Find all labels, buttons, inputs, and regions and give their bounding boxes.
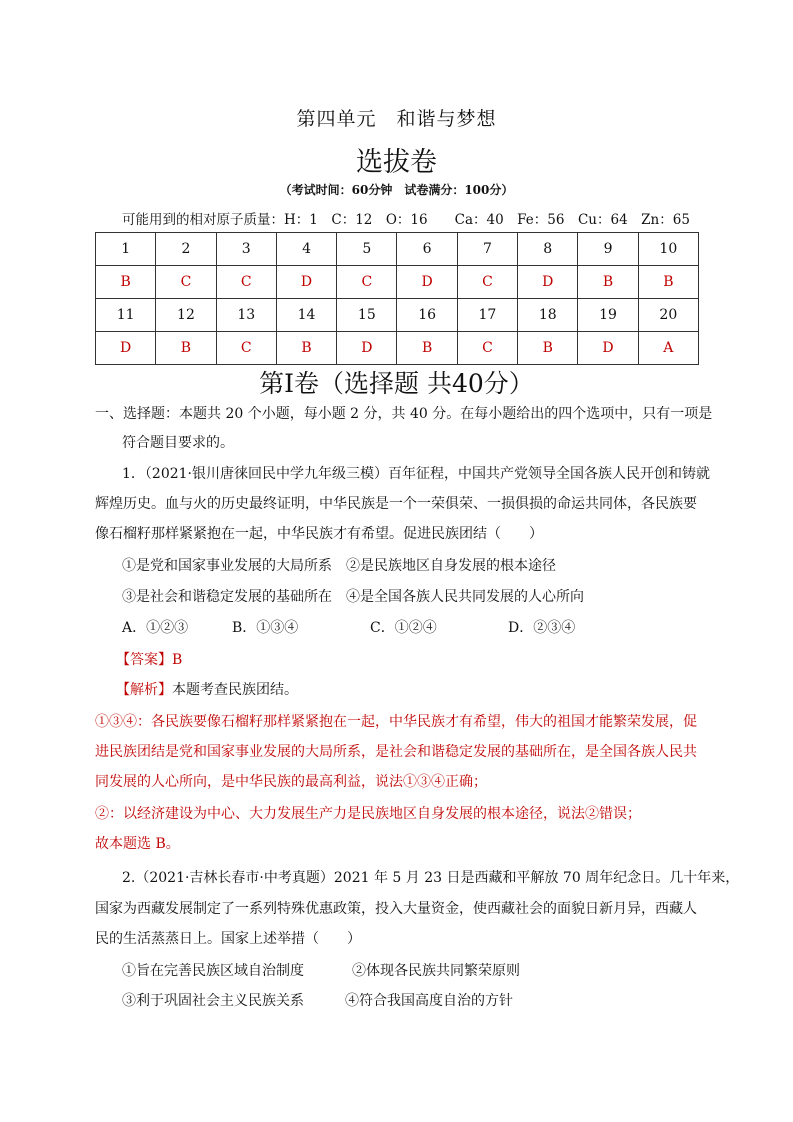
question-1-statement: ③是社会和谐稳定发展的基础所在 ④是全国各族人民共同发展的人心所向 <box>122 589 584 605</box>
question-number: 19 <box>578 299 638 332</box>
answer-cell: B <box>397 332 457 365</box>
answer-cell: B <box>276 332 336 365</box>
answer-cell: B <box>156 332 216 365</box>
question-number: 6 <box>397 233 457 266</box>
answer-cell: B <box>518 332 578 365</box>
question-2-stem: 民的生活蒸蒸日上。国家上述举措（ ） <box>95 931 361 947</box>
question-number: 15 <box>337 299 397 332</box>
answer-cell: C <box>156 266 216 299</box>
question-number: 10 <box>638 233 698 266</box>
question-number: 9 <box>578 233 638 266</box>
answer-cell: C <box>457 332 517 365</box>
question-2-statement: ②体现各民族共同繁荣原则 <box>352 963 520 979</box>
question-1-statement: ①是党和国家事业发展的大局所系 ②是民族地区自身发展的根本途径 <box>122 558 556 574</box>
question-1-stem: 辉煌历史。血与火的历史最终证明，中华民族是一个一荣俱荣、一损俱损的命运共同体，各民族要 <box>95 496 697 512</box>
question-1-stem: 像石榴籽那样紧紧抱在一起，中华民族才有希望。促进民族团结（ ） <box>95 526 543 542</box>
question-number: 7 <box>457 233 517 266</box>
question-number: 12 <box>156 299 216 332</box>
question-number: 17 <box>457 299 517 332</box>
answer-cell: B <box>638 266 698 299</box>
answer-cell: C <box>216 266 276 299</box>
question-2-statement: ①旨在完善民族区域自治制度 <box>122 963 304 979</box>
question-number: 4 <box>276 233 336 266</box>
table-row <box>96 233 699 266</box>
analysis-tag: 【解析】 <box>116 682 172 698</box>
question-number: 3 <box>216 233 276 266</box>
answer-cell: A <box>638 332 698 365</box>
answer-cell: D <box>96 332 156 365</box>
explanation-line: ①③④：各民族要像石榴籽那样紧紧抱在一起，中华民族才有希望，伟大的祖国才能繁荣发展，促 <box>95 714 697 730</box>
question-2-stem: 国家为西藏发展制定了一系列特殊优惠政策，投入大量资金，使西藏社会的面貌日新月异，西藏人 <box>95 901 697 917</box>
question-1-stem: 1．（2021·银川唐徕回民中学九年级三模）百年征程，中国共产党领导全国各族人民开创和铸就 <box>122 466 710 482</box>
answer-cell: D <box>276 266 336 299</box>
table-row <box>96 332 699 365</box>
answer-line <box>116 650 182 670</box>
atomic-mass-line: 可能用到的相对原子质量：H：1 C：12 O：16 Ca：40 Fe：56 Cu：64 Zn：65 <box>122 212 690 228</box>
answer-cell: B <box>96 266 156 299</box>
exam-info: （考试时间：60分钟 试卷满分：100分） <box>279 183 514 197</box>
exam-title: 选拔卷 <box>356 147 437 178</box>
unit-title: 第四单元 和谐与梦想 <box>296 108 497 130</box>
question-number: 2 <box>156 233 216 266</box>
question-2-statement: ④符合我国高度自治的方针 <box>345 993 513 1009</box>
question-number: 18 <box>518 299 578 332</box>
explanation-line: ②：以经济建设为中心、大力发展生产力是民族地区自身发展的根本途径，说法②错误； <box>95 806 641 822</box>
question-number: 1 <box>96 233 156 266</box>
answer-cell: B <box>578 266 638 299</box>
section-instructions: 一、选择题：本题共 20 个小题，每小题 2 分，共 40 分。在每小题给出的四个选项中，只有一项是 <box>95 406 713 422</box>
explanation-line: 进民族团结是党和国家事业发展的大局所系，是社会和谐稳定发展的基础所在，是全国各族人民共 <box>95 744 697 760</box>
question-number: 20 <box>638 299 698 332</box>
answer-cell: C <box>457 266 517 299</box>
question-1-option-d: D．②③④ <box>508 620 576 636</box>
answer-tag: 【答案】 <box>116 652 172 668</box>
question-number: 5 <box>337 233 397 266</box>
question-2-stem: 2.（2021·吉林长春市·中考真题）2021 年 5 月 23 日是西藏和平解放 70 周年纪念日。几十年来， <box>122 870 740 886</box>
question-1-option-a: A．①②③ <box>122 620 189 636</box>
analysis-value: 本题考查民族团结。 <box>172 682 298 698</box>
answer-cell: D <box>518 266 578 299</box>
question-number: 13 <box>216 299 276 332</box>
section-instructions-cont: 符合题目要求的。 <box>122 435 234 451</box>
answer-table <box>95 232 699 365</box>
part-title: 第Ⅰ卷（选择题 共40分） <box>259 369 534 398</box>
question-1-option-b: B．①③④ <box>232 620 299 636</box>
question-1-option-c: C．①②④ <box>370 620 437 636</box>
question-number: 16 <box>397 299 457 332</box>
explanation-line: 同发展的人心所向，是中华民族的最高利益，说法①③④正确； <box>95 774 487 790</box>
answer-cell: C <box>337 266 397 299</box>
question-number: 11 <box>96 299 156 332</box>
explanation-line: 故本题选 B。 <box>95 836 180 852</box>
question-number: 8 <box>518 233 578 266</box>
answer-value: B <box>172 652 183 668</box>
answer-cell: D <box>337 332 397 365</box>
table-row <box>96 299 699 332</box>
table-row <box>96 266 699 299</box>
question-number: 14 <box>276 299 336 332</box>
answer-cell: C <box>216 332 276 365</box>
answer-cell: D <box>578 332 638 365</box>
analysis-line <box>116 680 298 700</box>
answer-cell: D <box>397 266 457 299</box>
question-2-statement: ③利于巩固社会主义民族关系 <box>122 993 304 1009</box>
